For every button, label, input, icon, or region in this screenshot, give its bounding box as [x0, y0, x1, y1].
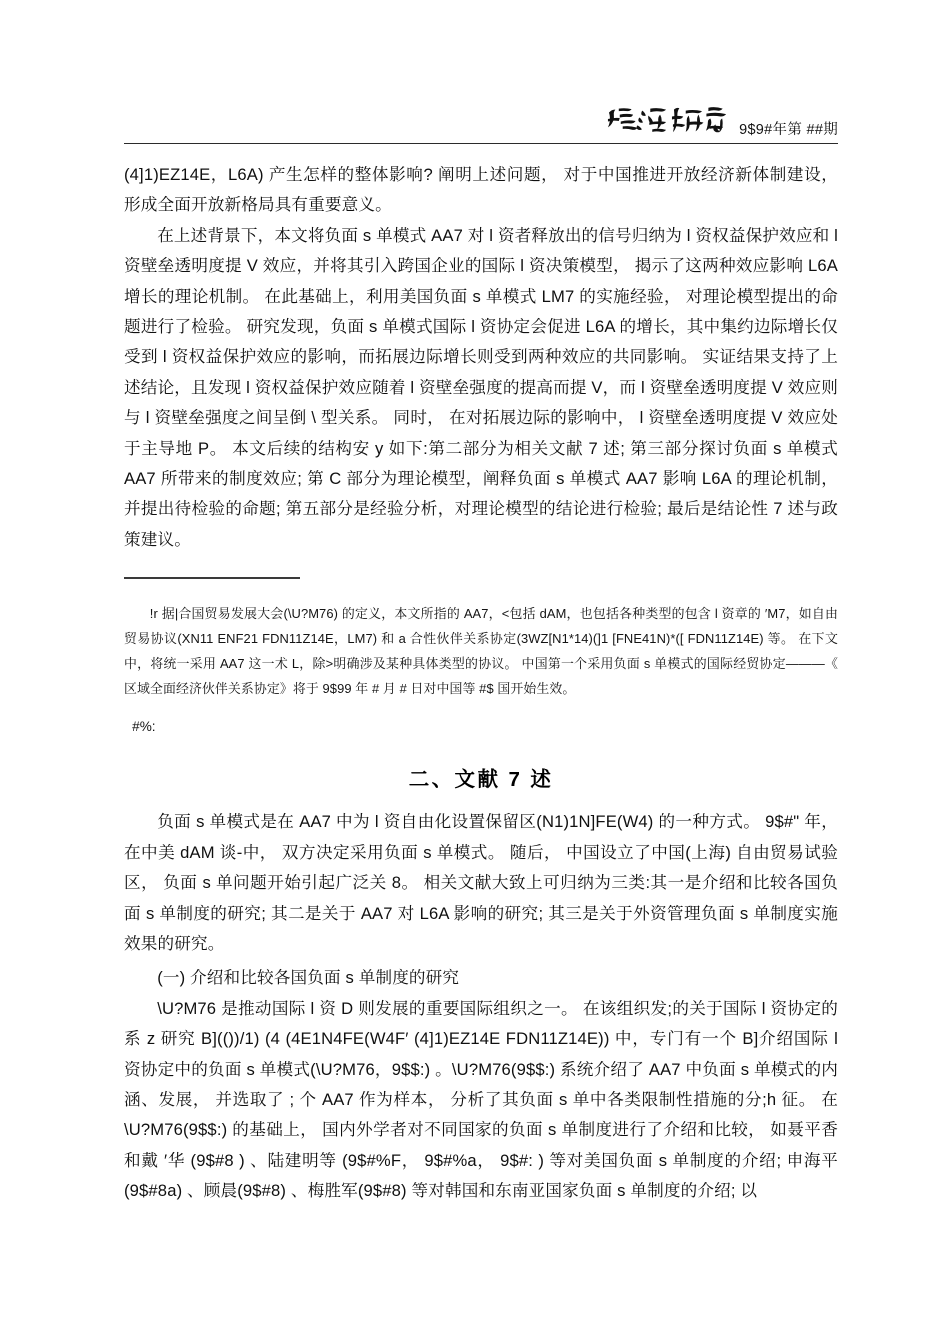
paragraph: 负面 s 单模式是在 AA7 中为 l 资自由化设置保留区(N1)1N]FE(W4) 的一种方式。 9$#" 年，在中美 dAM 谈-中， 双方决定采用负面 s 单模式。 随后， 中国设立了中国(上海) 自由贸易试验区， 负面 s 单问题开始引起广泛关 8。 相关文献大致上可归纳为三类:其一是介绍和比较各国负面 s 单制度的研究; 其二是关于 AA7 对 L6A 影响的研究; 其三是关于外资管理负面 s 单制度实施效果的研究。 [124, 812, 838, 954]
header-content [124, 96, 838, 140]
header-divider [124, 143, 838, 144]
footnote-trailing-mark: #%: [132, 719, 156, 735]
paragraph: 在上述背景下，本文将负面 s 单模式 AA7 对 l 资者释放出的信号归纳为 l 资权益保护效应和 l 资壁垒透明度提 V 效应，并将其引入跨国企业的国际 l 资决策模型， 揭示了这两种效应影响 L6A 增长的理论机制。 在此基础上，利用美国负面 s 单模式 LM7 的实施经验， 对理论模型提出的命题进行了检验。 研究发现，负面 s 单模式国际 l 资协定会促进 L6A 的增长，其中集约边际增长仅受到 l 资权益保护效应的影响，而拓展边际增长则受到两种效应的共同影响。 实证结果支持了上述结论，且发现 l 资权益保护效应随着 l 资壁垒强度的提高而提 V，而 l 资壁垒透明度提 V 效应则与 l 资壁垒强度之间呈倒 \ 型关系。 同时， 在对拓展边际的影响中， l 资壁垒透明度提 V 效应处于主导地 P。 本文后续的结构安 y 如下:第二部分为相关文献 7 述; 第三部分探讨负面 s 单模式 AA7 所带来的制度效应; 第 C 部分为理论模型，阐释负面 s 单模式 AA7 影响 L6A 的理论机制， 并提出待检验的命题; 第五部分是经验分析，对理论模型的结论进行检验; 最后是结论性 7 述与政策建议。 [124, 225, 839, 549]
header-issue-label: 9$9#年第 ##期 [739, 121, 838, 138]
paragraph: \U?M76 是推动国际 l 资 D 则发展的重要国际组织之一。 在该组织发;的关于国际 l 资协定的系 z 研究 B](())/1) (4 (4E1N4FE(W4F′ (4]1)EZ14E FDN11Z14E)) 中，专门有一个 B]介绍国际 l 资协定中的负面 s 单模式(\U?M76，9$$:) 。\U?M76(9$$:) 系统介绍了 AA7 中负面 s 单模式的内涵、发展， 并选取了 ; 个 AA7 作为样本， 分析了其负面 s 单中各类限制性措施的分;h 征。 在 \U?M76(9$$:) 的基础上， 国内外学者对不同国家的负面 s 单制度进行了介绍和比较， 如聂平香和戴 ′华 (9$#8 ) 、陆建明等 (9$#%F， 9$#%a， 9$#: ) 等对美国负面 s 单制度的介绍; 申海平 (9$#8a) 、顾晨(9$#8) 、梅胜军(9$#8) 等对韩国和东南亚国家负面 s 单制度的介绍; 以 [124, 998, 838, 1201]
section-heading: 二、文献 7 述 [408, 768, 554, 792]
paragraph: (4]1)EZ14E，L6A) 产生怎样的整体影响? 阐明上述问题， 对于中国推进开放经济新体制建设，形成全面开放新格局具有重要意义。 [124, 165, 838, 215]
footnote-divider [124, 577, 300, 578]
subsection-heading: (一) 介绍和比较各国负面 s 单制度的研究 [157, 968, 460, 988]
page-header [124, 96, 838, 144]
footnote-entry: !r 据|合国贸易发展大会(\U?M76) 的定义，本文所指的 AA7，<包括 dAM，也包括各种类型的包含 l 资章的 ′M7，如自由贸易协议(XN11 ENF21 FDN11Z14E，LM7) 和 a 合性伙伴关系协定(3WZ[N1*14)(]1 [FNE41N)*([ FDN11Z14E) 等。 在下文中，将统一采用 AA7 这一术 L，除>明确涉及某种具体类型的协议。 中国第一个采用负面 s 单模式的国际经贸协定———《 区域全面经济伙伴关系协定》将于 9$99 年 # 月 # 日对中国等 #$ 国开始生效。 [124, 605, 838, 697]
footnote-block [124, 601, 838, 738]
text-column [124, 160, 838, 1207]
journal-logo-icon [605, 100, 733, 140]
